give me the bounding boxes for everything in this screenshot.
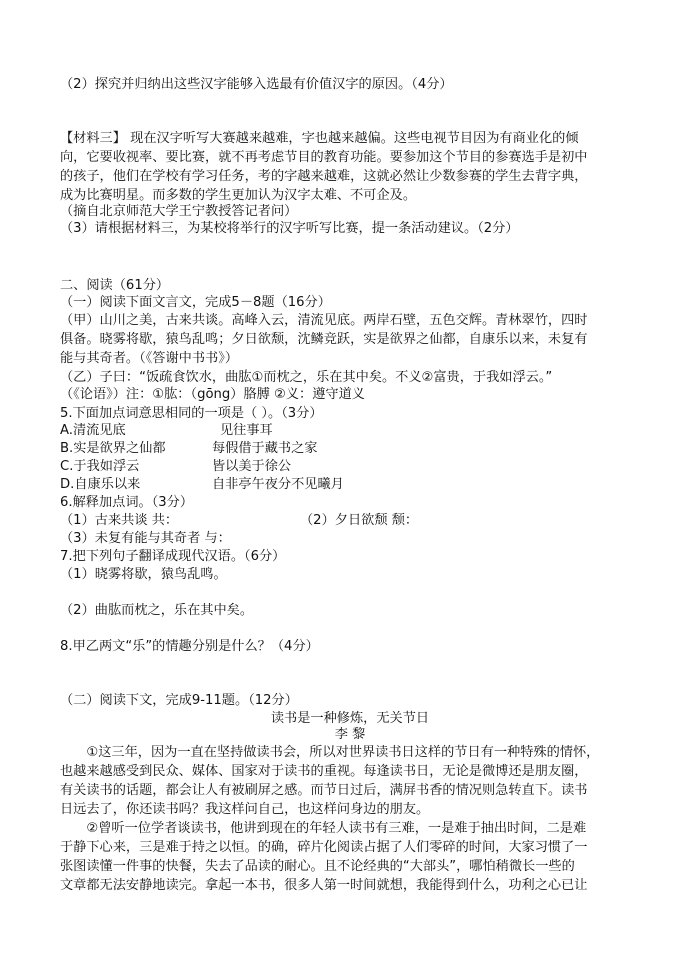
section-heading-reading: 二、阅读（61分）: [60, 278, 170, 293]
question-5-stem: 5.下面加点词意思相同的一项是（ ）。（3分）: [60, 406, 323, 421]
article-title: 读书是一种修炼，无关节日: [270, 711, 430, 726]
material3-line-2: 向，它要收视率、要比赛，就不再考虑节目的教育功能。要参加这个节目的参赛选手是初中: [60, 150, 588, 165]
jia-line-3: 能与其奇者。（《答谢中书书》）: [60, 351, 239, 366]
paragraph-2-line-1: ②曾听一位学者谈读书，他讲到现在的年轻人读书有三难，一是难于抽出时间，二是难: [86, 821, 587, 836]
q5-option-b-left: B.实是欲界之仙都: [60, 441, 166, 456]
q5-option-d-left: D.自康乐以来: [60, 477, 141, 492]
material3-line-3: 的孩子，他们在学校有学习任务，考的字越来越难，这就必然让少数参赛的学生去背字典，: [60, 169, 588, 184]
paragraph-2-line-2: 于静下心来，三是难于持之以恒。的确，碎片化阅读占据了人们零碎的时间，大家习惯了一: [60, 840, 588, 855]
yi-line-1: （乙）子曰：“饭疏食饮水，曲肱①而枕之，乐在其中矣。不义②富贵，于我如浮云。”: [60, 370, 553, 385]
material3-line-4: 成为比赛明星。而多数的学生更加认为汉字太难、不可企及。: [60, 188, 417, 203]
part1-heading: （一）阅读下面文言文，完成5－8题（16分）: [60, 295, 331, 310]
q7-item-1: （1）晓雾将歇，猿鸟乱鸣。: [60, 567, 227, 582]
jia-line-2: 俱备。晓雾将歇，猿鸟乱鸣；夕日欲颓，沈鳞竞跃，实是欲界之仙都，自康乐以来，未复有: [60, 332, 588, 347]
q5-option-c-right: 皆以美于徐公: [212, 459, 292, 474]
q6-item-3: （3）未复有能与其奇者 与：: [60, 531, 231, 546]
part2-heading: （二）阅读下文，完成9-11题。（12分）: [60, 693, 298, 708]
q5-option-b-right: 每假借于藏书之家: [212, 441, 318, 456]
paragraph-1-line-4: 日远去了，你还读书吗？我这样问自己，也这样问身边的朋友。: [60, 802, 430, 817]
question-3: （3）请根据材料三，为某校将举行的汉字听写比赛，提一条活动建议。（2分）: [60, 221, 519, 236]
q7-item-2: （2）曲肱而枕之，乐在其中矣。: [60, 603, 254, 618]
paragraph-2-line-4: 文章都无法安静地读完。拿起一本书，很多人第一时间就想，我能得到什么，功利之心已让: [60, 878, 588, 893]
paragraph-2-line-3: 张图读懂一件事的快餐，失去了品读的耐心。且不论经典的“大部头”，哪怕稍微长一些的: [60, 859, 575, 874]
material3-source: （摘自北京师范大学王宁教授答记者问）: [60, 204, 298, 219]
jia-line-1: （甲）山川之美，古来共谈。高峰入云，清流见底。两岸石壁，五色交辉。青林翠竹，四时: [60, 313, 588, 328]
yi-line-2: （《论语》）注：①肱：（gōng）胳膊 ②义：遵守道义: [60, 387, 365, 402]
q5-option-a-right: 见往事耳: [220, 423, 273, 438]
q5-option-d-right: 自非亭午夜分不见曦月: [212, 477, 344, 492]
q6-item-1: （1）古来共谈 共：: [60, 513, 179, 528]
article-author: 李 黎: [334, 727, 366, 742]
q5-option-a-left: A.清流见底: [60, 423, 126, 438]
question-8: 8.甲乙两文“乐”的情趣分别是什么？（4分）: [60, 639, 319, 654]
material3-line-1: 【材料三】 现在汉字听写大赛越来越难，字也越来越偏。这些电视节目因为有商业化的倾: [60, 131, 579, 146]
paragraph-1-line-2: 也越来越感受到民众、媒体、国家对于读书的重视。每逢读书日，无论是微博还是朋友圈，: [60, 764, 588, 779]
question-7-stem: 7.把下列句子翻译成现代汉语。（6分）: [60, 549, 286, 564]
q5-option-c-left: C.于我如浮云: [60, 459, 140, 474]
paragraph-1-line-1: ①这三年，因为一直在坚持做读书会，所以对世界读书日这样的节日有一种特殊的情怀，: [86, 745, 600, 760]
paragraph-1-line-3: 有关读书的话题，都会让人有被刷屏之感。而节日过后，满屏书香的情况则急转直下。读书: [60, 783, 588, 798]
question-6-stem: 6.解释加点词。（3分）: [60, 495, 194, 510]
q6-item-2: （2）夕日欲颓 颓：: [300, 513, 419, 528]
question-2: （2）探究并归纳出这些汉字能够入选最有价值汉字的原因。（4分）: [60, 77, 453, 92]
